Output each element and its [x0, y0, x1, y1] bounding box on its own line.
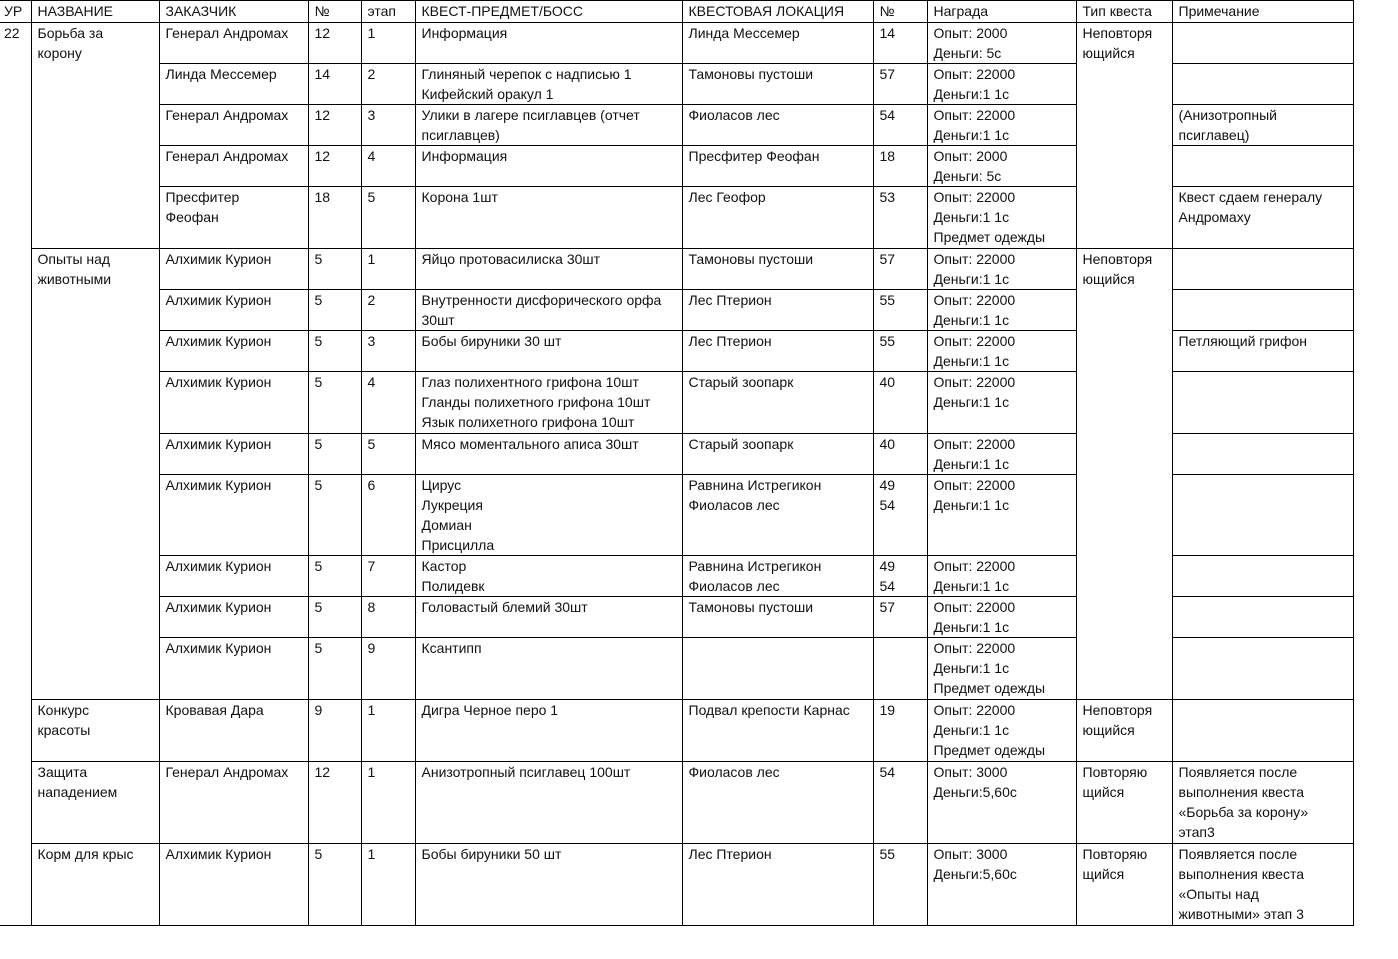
- name-header: НАЗВАНИЕ: [31, 1, 159, 23]
- client-no-header: №: [308, 1, 361, 23]
- client-cell: Генерал Андромах: [159, 105, 308, 146]
- reward-cell: Опыт: 22000 Деньги:1 1с Предмет одежды: [927, 638, 1076, 700]
- reward-cell: Опыт: 22000 Деньги:1 1с: [927, 372, 1076, 434]
- client-cell: Алхимик Курион: [159, 331, 308, 372]
- stage-cell: 4: [361, 146, 415, 187]
- note-cell: Появляется после выполнения квеста «Опыты над животными» этап 3: [1172, 844, 1353, 926]
- reward-cell: Опыт: 3000 Деньги:5,60с: [927, 762, 1076, 844]
- client-no-cell: 12: [308, 105, 361, 146]
- quest-name: Защита нападением: [31, 762, 159, 844]
- client-no-cell: 5: [308, 556, 361, 597]
- quest-type: Неповторя ющийся: [1076, 23, 1172, 249]
- location-no-cell: 19: [873, 700, 927, 762]
- client-no-cell: 5: [308, 638, 361, 700]
- reward-cell: Опыт: 22000 Деньги:1 1с: [927, 556, 1076, 597]
- location-cell: Тамоновы пустоши: [682, 597, 873, 638]
- location-no-cell: 49 54: [873, 475, 927, 556]
- item-cell: Яйцо протовасилиска 30шт: [415, 249, 682, 290]
- client-cell: Алхимик Курион: [159, 475, 308, 556]
- reward-cell: Опыт: 2000 Деньги: 5с: [927, 23, 1076, 64]
- location-cell: Фиоласов лес: [682, 105, 873, 146]
- item-cell: Дигра Черное перо 1: [415, 700, 682, 762]
- location-no-cell: 49 54: [873, 556, 927, 597]
- item-cell: Цирус Лукреция Домиан Присцилла: [415, 475, 682, 556]
- client-cell: Алхимик Курион: [159, 290, 308, 331]
- item-cell: Глиняный черепок с надписью 1 Кифейский оракул 1: [415, 64, 682, 105]
- reward-cell: Опыт: 22000 Деньги:1 1с: [927, 597, 1076, 638]
- client-header: ЗАКАЗЧИК: [159, 1, 308, 23]
- location-no-cell: 57: [873, 64, 927, 105]
- item-cell: Информация: [415, 146, 682, 187]
- note-cell: [1172, 556, 1353, 597]
- client-cell: Алхимик Курион: [159, 372, 308, 434]
- location-cell: Равнина Истрегикон Фиоласов лес: [682, 556, 873, 597]
- client-cell: Генерал Андромах: [159, 23, 308, 64]
- note-cell: [1172, 372, 1353, 434]
- location-no-cell: 14: [873, 23, 927, 64]
- note-cell: [1172, 64, 1353, 105]
- stage-cell: 1: [361, 844, 415, 926]
- client-cell: Алхимик Курион: [159, 249, 308, 290]
- location-no-cell: 55: [873, 844, 927, 926]
- note-header: Примечание: [1172, 1, 1353, 23]
- stage-cell: 5: [361, 187, 415, 249]
- stage-cell: 3: [361, 331, 415, 372]
- reward-cell: Опыт: 22000 Деньги:1 1с: [927, 64, 1076, 105]
- item-header: КВЕСТ-ПРЕДМЕТ/БОСС: [415, 1, 682, 23]
- reward-cell: Опыт: 22000 Деньги:1 1с Предмет одежды: [927, 700, 1076, 762]
- stage-cell: 1: [361, 762, 415, 844]
- item-cell: Анизотропный псиглавец 100шт: [415, 762, 682, 844]
- client-no-cell: 5: [308, 844, 361, 926]
- table-row: [0, 23, 1353, 64]
- stage-cell: 7: [361, 556, 415, 597]
- client-no-cell: 18: [308, 187, 361, 249]
- location-no-cell: 55: [873, 290, 927, 331]
- location-cell: Пресфитер Феофан: [682, 146, 873, 187]
- stage-cell: 2: [361, 290, 415, 331]
- location-cell: Фиоласов лес: [682, 762, 873, 844]
- client-cell: Алхимик Курион: [159, 597, 308, 638]
- stage-cell: 1: [361, 700, 415, 762]
- quest-name: Борьба за корону: [31, 23, 159, 249]
- location-cell: Лес Птерион: [682, 290, 873, 331]
- location-no-cell: 54: [873, 105, 927, 146]
- level-cell: 22: [0, 23, 31, 926]
- item-cell: Бобы бируники 30 шт: [415, 331, 682, 372]
- location-no-cell: 57: [873, 597, 927, 638]
- quest-type: Повторяю щийся: [1076, 844, 1172, 926]
- location-cell: Лес Птерион: [682, 331, 873, 372]
- location-no-cell: 53: [873, 187, 927, 249]
- note-cell: [1172, 700, 1353, 762]
- client-cell: Алхимик Курион: [159, 434, 308, 475]
- client-no-cell: 5: [308, 597, 361, 638]
- note-cell: Появляется после выполнения квеста «Борьба за корону» этап3: [1172, 762, 1353, 844]
- location-cell: Подвал крепости Карнас: [682, 700, 873, 762]
- quest-name: Опыты над животными: [31, 249, 159, 700]
- location-cell: Лес Геофор: [682, 187, 873, 249]
- stage-cell: 8: [361, 597, 415, 638]
- type-header: Тип квеста: [1076, 1, 1172, 23]
- item-cell: Кастор Полидевк: [415, 556, 682, 597]
- level-header: УР: [0, 1, 31, 23]
- quest-name: Корм для крыс: [31, 844, 159, 926]
- reward-cell: Опыт: 2000 Деньги: 5с: [927, 146, 1076, 187]
- item-cell: Глаз полихентного грифона 10шт Гланды полихетного грифона 10шт Язык полихетного грифона 10шт: [415, 372, 682, 434]
- client-no-cell: 5: [308, 434, 361, 475]
- client-no-cell: 12: [308, 23, 361, 64]
- location-cell: Старый зоопарк: [682, 434, 873, 475]
- note-cell: Петляющий грифон: [1172, 331, 1353, 372]
- table-row: [0, 844, 1353, 926]
- stage-header: этап: [361, 1, 415, 23]
- client-no-cell: 12: [308, 762, 361, 844]
- item-cell: Улики в лагере псиглавцев (отчет псиглавцев): [415, 105, 682, 146]
- table-row: [0, 762, 1353, 844]
- location-cell: Линда Мессемер: [682, 23, 873, 64]
- client-cell: Алхимик Курион: [159, 844, 308, 926]
- location-no-cell: 40: [873, 434, 927, 475]
- reward-cell: Опыт: 22000 Деньги:1 1с: [927, 331, 1076, 372]
- header-row: [0, 1, 1353, 23]
- location-no-cell: [873, 638, 927, 700]
- location-cell: Равнина Истрегикон Фиоласов лес: [682, 475, 873, 556]
- reward-cell: Опыт: 3000 Деньги:5,60с: [927, 844, 1076, 926]
- stage-cell: 9: [361, 638, 415, 700]
- reward-header: Награда: [927, 1, 1076, 23]
- stage-cell: 5: [361, 434, 415, 475]
- client-no-cell: 5: [308, 249, 361, 290]
- stage-cell: 6: [361, 475, 415, 556]
- location-no-cell: 55: [873, 331, 927, 372]
- client-no-cell: 12: [308, 146, 361, 187]
- stage-cell: 2: [361, 64, 415, 105]
- client-no-cell: 9: [308, 700, 361, 762]
- location-cell: Лес Птерион: [682, 844, 873, 926]
- client-cell: Алхимик Курион: [159, 556, 308, 597]
- location-no-cell: 57: [873, 249, 927, 290]
- stage-cell: 1: [361, 249, 415, 290]
- note-cell: [1172, 23, 1353, 64]
- item-cell: Информация: [415, 23, 682, 64]
- item-cell: Головастый блемий 30шт: [415, 597, 682, 638]
- client-cell: Генерал Андромах: [159, 762, 308, 844]
- location-no-cell: 40: [873, 372, 927, 434]
- item-cell: Ксантипп: [415, 638, 682, 700]
- reward-cell: Опыт: 22000 Деньги:1 1с: [927, 434, 1076, 475]
- client-no-cell: 5: [308, 290, 361, 331]
- location-cell: Старый зоопарк: [682, 372, 873, 434]
- client-no-cell: 5: [308, 475, 361, 556]
- item-cell: Мясо моментального аписа 30шт: [415, 434, 682, 475]
- reward-cell: Опыт: 22000 Деньги:1 1с Предмет одежды: [927, 187, 1076, 249]
- stage-cell: 3: [361, 105, 415, 146]
- location-cell: [682, 638, 873, 700]
- quest-type: Неповторя ющийся: [1076, 700, 1172, 762]
- note-cell: [1172, 638, 1353, 700]
- note-cell: [1172, 249, 1353, 290]
- client-no-cell: 5: [308, 331, 361, 372]
- location-no-cell: 18: [873, 146, 927, 187]
- note-cell: Квест сдаем генералу Андромаху: [1172, 187, 1353, 249]
- reward-cell: Опыт: 22000 Деньги:1 1с: [927, 290, 1076, 331]
- quest-name: Конкурс красоты: [31, 700, 159, 762]
- quest-table-body: [0, 23, 1353, 926]
- quest-type: Повторяю щийся: [1076, 762, 1172, 844]
- table-row: [0, 700, 1353, 762]
- location-no-cell: 54: [873, 762, 927, 844]
- location-header: КВЕСТОВАЯ ЛОКАЦИЯ: [682, 1, 873, 23]
- client-cell: Генерал Андромах: [159, 146, 308, 187]
- stage-cell: 1: [361, 23, 415, 64]
- client-no-cell: 14: [308, 64, 361, 105]
- location-no-header: №: [873, 1, 927, 23]
- quest-type: Неповторя ющийся: [1076, 249, 1172, 700]
- reward-cell: Опыт: 22000 Деньги:1 1с: [927, 475, 1076, 556]
- table-row: [0, 249, 1353, 290]
- reward-cell: Опыт: 22000 Деньги:1 1с: [927, 249, 1076, 290]
- note-cell: (Анизотропный псиглавец): [1172, 105, 1353, 146]
- item-cell: Корона 1шт: [415, 187, 682, 249]
- note-cell: [1172, 475, 1353, 556]
- note-cell: [1172, 434, 1353, 475]
- item-cell: Бобы бируники 50 шт: [415, 844, 682, 926]
- note-cell: [1172, 146, 1353, 187]
- client-cell: Пресфитер Феофан: [159, 187, 308, 249]
- item-cell: Внутренности дисфорического орфа 30шт: [415, 290, 682, 331]
- note-cell: [1172, 597, 1353, 638]
- client-cell: Линда Мессемер: [159, 64, 308, 105]
- location-cell: Тамоновы пустоши: [682, 249, 873, 290]
- location-cell: Тамоновы пустоши: [682, 64, 873, 105]
- client-cell: Кровавая Дара: [159, 700, 308, 762]
- client-no-cell: 5: [308, 372, 361, 434]
- client-cell: Алхимик Курион: [159, 638, 308, 700]
- stage-cell: 4: [361, 372, 415, 434]
- note-cell: [1172, 290, 1353, 331]
- reward-cell: Опыт: 22000 Деньги:1 1с: [927, 105, 1076, 146]
